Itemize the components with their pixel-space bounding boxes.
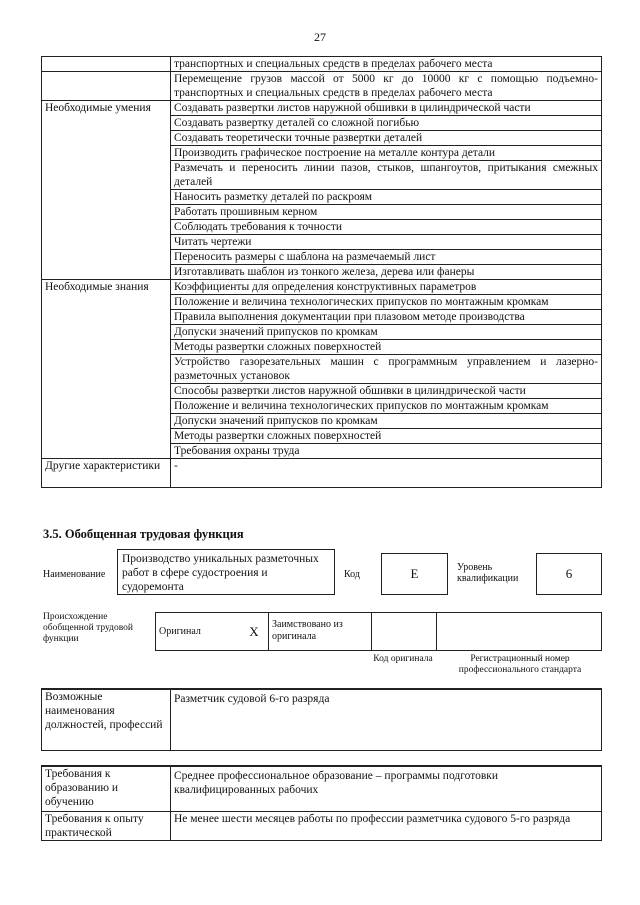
skill-item: Переносить размеры с шаблона на размечаемый лист bbox=[171, 250, 602, 265]
skill-item: Создавать развертку деталей со сложной погибью bbox=[171, 116, 602, 131]
continuation-cell: транспортных и специальных средств в пределах рабочего места bbox=[171, 57, 602, 72]
knowledge-item: Положение и величина технологических припусков по монтажным кромкам bbox=[171, 399, 602, 414]
table-row bbox=[42, 72, 602, 101]
section-title: 3.5. Обобщенная трудовая функция bbox=[43, 527, 244, 541]
name-value-box bbox=[117, 549, 335, 595]
skill-item: Создавать развертки листов наружной обшивки в цилиндрической части bbox=[171, 101, 602, 116]
knowledge-item: Коэффициенты для определения конструктивных параметров bbox=[171, 280, 602, 295]
other-value: - bbox=[171, 459, 602, 488]
knowledge-item: Правила выполнения документации при плазовом методе производства bbox=[171, 310, 602, 325]
original-mark: X bbox=[240, 613, 269, 651]
knowledge-item: Методы развертки сложных поверхностей bbox=[171, 340, 602, 355]
table-row bbox=[156, 613, 602, 651]
knowledge-item: Устройство газорезательных машин с программным управлением и лазерно-разметочных установок bbox=[171, 355, 602, 384]
name-value: Производство уникальных разметочных работ в сфере судостроения и судоремонта bbox=[122, 553, 319, 593]
origin-table bbox=[155, 612, 602, 651]
education-label: Требования к образованию и обучению bbox=[42, 766, 171, 812]
skill-item: Изготавливать шаблон из тонкого железа, дерева или фанеры bbox=[171, 265, 602, 280]
knowledge-item: Допуски значений припусков по кромкам bbox=[171, 414, 602, 429]
level-value-box bbox=[536, 553, 602, 595]
level-label: Уровень квалификации bbox=[457, 562, 519, 584]
education-value: Среднее профессиональное образование – программы подготовки квалифицированных рабочих bbox=[171, 766, 602, 812]
requirements-table bbox=[41, 765, 602, 841]
experience-value: Не менее шести месяцев работы по профессии разметчика судового 5-го разряда bbox=[171, 812, 602, 841]
code-label: Код bbox=[344, 569, 360, 580]
continuation-cell: Перемещение грузов массой от 5000 кг до 10000 кг с помощью подъемно-транспортных и специальных средств в пределах рабочего места bbox=[171, 72, 602, 101]
table-row bbox=[42, 101, 602, 116]
level-value: 6 bbox=[565, 566, 573, 581]
knowledge-item: Требования охраны труда bbox=[171, 444, 602, 459]
table-row bbox=[42, 766, 602, 812]
code-original-cell bbox=[372, 613, 437, 651]
skill-item: Наносить разметку деталей по раскроям bbox=[171, 190, 602, 205]
table-row bbox=[42, 689, 602, 751]
empty-label-cell bbox=[42, 72, 171, 101]
skill-item: Создавать теоретически точные развертки деталей bbox=[171, 131, 602, 146]
table-row bbox=[42, 812, 602, 841]
knowledge-item: Методы развертки сложных поверхностей bbox=[171, 429, 602, 444]
code-value: E bbox=[410, 566, 419, 581]
skill-item: Читать чертежи bbox=[171, 235, 602, 250]
original-label: Оригинал bbox=[156, 613, 241, 651]
table-row bbox=[42, 280, 602, 295]
code-value-box bbox=[381, 553, 448, 595]
page-number: 27 bbox=[314, 30, 326, 44]
skill-item: Размечать и переносить линии пазов, стыков, шпангоутов, притыкания смежных деталей bbox=[171, 161, 602, 190]
experience-label: Требования к опыту практической bbox=[42, 812, 171, 841]
knowledge-label: Необходимые знания bbox=[42, 280, 171, 459]
skills-knowledge-table bbox=[41, 56, 602, 488]
name-label: Наименование bbox=[43, 569, 106, 580]
table-row bbox=[42, 57, 602, 72]
table-row bbox=[42, 459, 602, 488]
knowledge-item: Способы развертки листов наружной обшивки в цилиндрической части bbox=[171, 384, 602, 399]
empty-label-cell bbox=[42, 57, 171, 72]
knowledge-item: Допуски значений припусков по кромкам bbox=[171, 325, 602, 340]
origin-label: Происхождение обобщенной трудовой функции bbox=[43, 612, 133, 644]
reg-number-cell bbox=[437, 613, 602, 651]
knowledge-item: Положение и величина технологических припусков по монтажным кромкам bbox=[171, 295, 602, 310]
borrowed-label: Заимствовано из оригинала bbox=[269, 613, 372, 651]
positions-label: Возможные наименования должностей, профессий bbox=[42, 689, 171, 751]
code-original-caption: Код оригинала bbox=[373, 654, 433, 664]
skill-item: Работать прошивным керном bbox=[171, 205, 602, 220]
skill-item: Соблюдать требования к точности bbox=[171, 220, 602, 235]
skill-item: Производить графическое построение на металле контура детали bbox=[171, 146, 602, 161]
skills-label: Необходимые умения bbox=[42, 101, 171, 280]
positions-value: Разметчик судовой 6-го разряда bbox=[171, 689, 602, 751]
positions-table bbox=[41, 688, 602, 751]
reg-number-caption: Регистрационный номер профессионального стандарта bbox=[458, 654, 582, 675]
other-label: Другие характеристики bbox=[42, 459, 171, 488]
